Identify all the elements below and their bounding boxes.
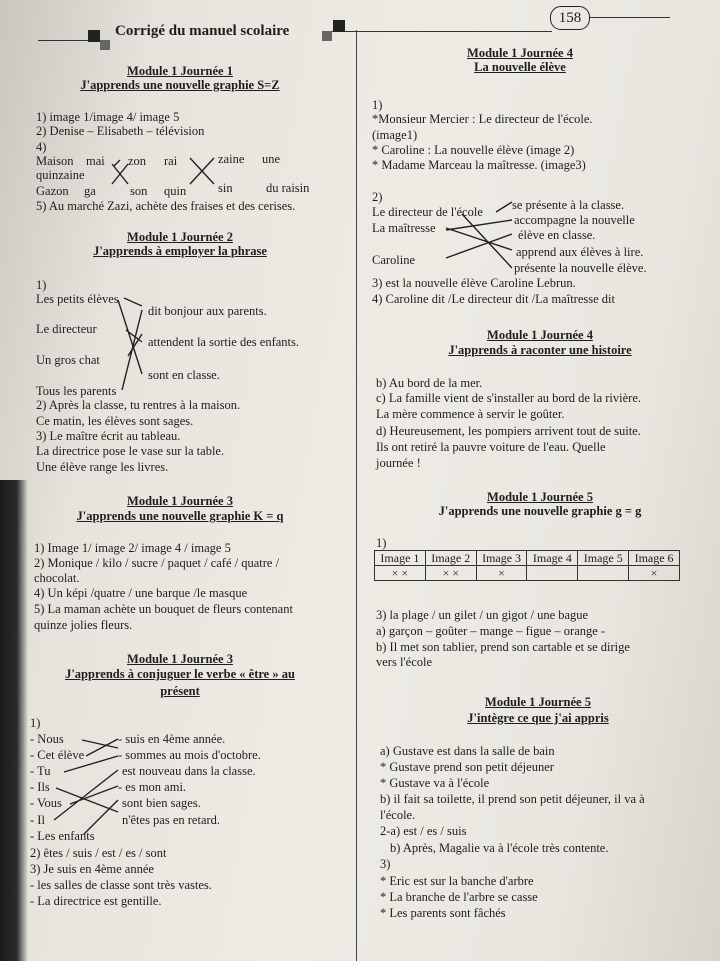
answer-line: 2) bbox=[372, 190, 383, 204]
answer-line: * Gustave prend son petit déjeuner bbox=[380, 760, 554, 774]
table-header-cell: Image 6 bbox=[629, 551, 680, 566]
answer-line: * Les parents sont fâchés bbox=[380, 906, 506, 920]
answer-line: vers l'école bbox=[376, 655, 433, 669]
answer-line: * Caroline : La nouvelle élève (image 2) bbox=[372, 143, 575, 157]
answer-line: 3) Je suis en 4ème année bbox=[30, 862, 154, 876]
match-right: - es mon ami. bbox=[118, 780, 187, 794]
syllable: mai bbox=[86, 154, 105, 168]
syllable: rai bbox=[164, 154, 178, 168]
match-left: Le directeur de l'école bbox=[372, 205, 483, 219]
answer-line: b) Il met son tablier, prend son cartable et se dirige bbox=[376, 640, 630, 654]
answer-line: chocolat. bbox=[34, 571, 80, 585]
table-cell: × × bbox=[375, 566, 426, 581]
answer-line: 2-a) est / es / suis bbox=[380, 824, 467, 838]
answer-line: 3) Le maître écrit au tableau. bbox=[36, 429, 181, 443]
answer-line: b) Après, Magalie va à l'école très contente. bbox=[390, 841, 609, 855]
match-left: Un gros chat bbox=[36, 353, 100, 367]
answer-line: 1) Image 1/ image 2/ image 4 / image 5 bbox=[34, 541, 231, 555]
table-header-cell: Image 2 bbox=[425, 551, 476, 566]
table-header-cell: Image 5 bbox=[578, 551, 629, 566]
answer-line: journée ! bbox=[376, 456, 421, 470]
match-right: attendent la sortie des enfants. bbox=[148, 335, 299, 349]
answer-line: * Eric est sur la banche d'arbre bbox=[380, 874, 534, 888]
section-module: Module 1 Journée 4 bbox=[467, 46, 573, 60]
match-left: - Les enfants bbox=[30, 829, 95, 843]
arrow-line bbox=[114, 160, 120, 166]
answer-line: 1) bbox=[36, 278, 47, 292]
arrow-line bbox=[54, 739, 118, 834]
answer-line: 4) bbox=[36, 140, 47, 154]
answer-line: c) La famille vient de s'installer au bord de la rivière. bbox=[376, 391, 641, 405]
match-right: dit bonjour aux parents. bbox=[148, 304, 267, 318]
section-title: J'apprends une nouvelle graphie K = q bbox=[76, 509, 284, 523]
cross-mark bbox=[190, 158, 214, 184]
arrow-line bbox=[446, 202, 512, 268]
match-right: est nouveau dans la classe. bbox=[122, 764, 256, 778]
answer-line: 4) Caroline dit /Le directeur dit /La maîtresse dit bbox=[372, 292, 615, 306]
section-title: J'intègre ce que j'ai appris bbox=[467, 711, 609, 725]
answer-line: - La directrice est gentille. bbox=[30, 894, 162, 908]
match-left: - Cet élève bbox=[30, 748, 85, 762]
match-right: apprend aux élèves à lire. bbox=[516, 245, 644, 259]
match-left: - Il bbox=[30, 813, 45, 827]
match-left: Le directeur bbox=[36, 322, 97, 336]
syllable: zon bbox=[128, 154, 147, 168]
page-number: 158 bbox=[550, 6, 590, 30]
answer-line: *Monsieur Mercier : Le directeur de l'école. bbox=[372, 112, 593, 126]
answer-line: b) il fait sa toilette, il prend son petit déjeuner, il va à bbox=[380, 792, 645, 806]
section-title: La nouvelle élève bbox=[474, 60, 566, 74]
match-left: Les petits élèves bbox=[36, 292, 119, 306]
syllable: ga bbox=[84, 184, 96, 198]
match-right: présente la nouvelle élève. bbox=[514, 261, 647, 275]
answer-line: 2) Après la classe, tu rentres à la maison. bbox=[36, 398, 241, 412]
answer-line: - les salles de classe sont très vastes. bbox=[30, 878, 212, 892]
answer-line: quinze jolies fleurs. bbox=[34, 618, 133, 632]
table-cell: × × bbox=[425, 566, 476, 581]
answer-line: 3) la plage / un gilet / un gigot / une bague bbox=[376, 608, 589, 622]
match-left: - Tu bbox=[30, 764, 51, 778]
section-title: J'apprends à conjuguer le verbe « être » au bbox=[65, 667, 295, 681]
match-left: Tous les parents bbox=[36, 384, 117, 398]
answer-line: 5) Au marché Zazi, achète des fraises et des cerises. bbox=[36, 199, 296, 213]
table-cell: × bbox=[629, 566, 680, 581]
match-left: - Vous bbox=[30, 796, 62, 810]
section-module: Module 1 Journée 1 bbox=[127, 64, 233, 78]
section-module: Module 1 Journée 5 bbox=[485, 695, 591, 709]
syllable: du raisin bbox=[266, 181, 310, 195]
syllable: quinzaine bbox=[36, 168, 85, 182]
answer-line: 1) image 1/image 4/ image 5 bbox=[36, 110, 180, 124]
answer-line: a) garçon – goûter – mange – figue – orange - bbox=[376, 624, 606, 638]
match-right: sont en classe. bbox=[148, 368, 220, 382]
match-left: Caroline bbox=[372, 253, 416, 267]
section-title: présent bbox=[160, 684, 200, 698]
match-right: sont bien sages. bbox=[122, 796, 201, 810]
answer-line: 3) bbox=[380, 857, 391, 871]
answer-line: 2) Denise – Elisabeth – télévision bbox=[36, 124, 205, 138]
answer-line: Ils ont retiré la pauvre voiture de l'eau. Quelle bbox=[376, 440, 606, 454]
answer-line: 2) Monique / kilo / sucre / paquet / café / quatre / bbox=[34, 556, 280, 570]
answer-line: a) Gustave est dans la salle de bain bbox=[380, 744, 555, 758]
match-right: accompagne la nouvelle bbox=[514, 213, 635, 227]
header-title: Corrigé du manuel scolaire bbox=[115, 23, 290, 39]
match-left: La maîtresse bbox=[372, 221, 436, 235]
answer-line: Ce matin, les élèves sont sages. bbox=[36, 414, 194, 428]
section-title: J'apprends à raconter une histoire bbox=[448, 343, 632, 357]
answer-line: 5) La maman achète un bouquet de fleurs contenant bbox=[34, 602, 293, 616]
answer-line: Une élève range les livres. bbox=[36, 460, 169, 474]
table-header-cell: Image 1 bbox=[375, 551, 426, 566]
section-title: J'apprends une nouvelle graphie S=Z bbox=[80, 78, 280, 92]
answer-line: d) Heureusement, les pompiers arrivent tout de suite. bbox=[376, 424, 641, 438]
answer-line: l'école. bbox=[380, 808, 416, 822]
table-header-cell: Image 4 bbox=[527, 551, 578, 566]
answer-line: 1) bbox=[376, 536, 387, 550]
syllable: sin bbox=[218, 181, 233, 195]
answer-line: 1) bbox=[30, 716, 41, 730]
table-cell: × bbox=[476, 566, 527, 581]
syllable: quin bbox=[164, 184, 187, 198]
syllable: Maison bbox=[36, 154, 74, 168]
answer-line: 2) êtes / suis / est / es / sont bbox=[30, 846, 167, 860]
answer-line: La mère commence à servir le goûter. bbox=[376, 407, 565, 421]
syllable: Gazon bbox=[36, 184, 69, 198]
syllable: zaine bbox=[218, 152, 245, 166]
answer-line: * La branche de l'arbre se casse bbox=[380, 890, 538, 904]
answer-line: (image1) bbox=[372, 128, 418, 142]
match-right: - suis en 4ème année. bbox=[118, 732, 226, 746]
arrow-line bbox=[118, 298, 142, 390]
match-right: - sommes au mois d'octobre. bbox=[118, 748, 261, 762]
answer-line: * Gustave va à l'école bbox=[380, 776, 490, 790]
answer-line: 1) bbox=[372, 98, 383, 112]
answer-line: * Madame Marceau la maîtresse. (image3) bbox=[372, 158, 586, 172]
syllable: une bbox=[262, 152, 281, 166]
match-left: - Nous bbox=[30, 732, 64, 746]
section-module: Module 1 Journée 3 bbox=[127, 652, 233, 666]
syllable: son bbox=[130, 184, 148, 198]
section-module: Module 1 Journée 5 bbox=[487, 490, 593, 504]
cross-mark bbox=[112, 164, 128, 184]
section-module: Module 1 Journée 3 bbox=[127, 494, 233, 508]
answer-line: b) Au bord de la mer. bbox=[376, 376, 483, 390]
table-header-cell: Image 3 bbox=[476, 551, 527, 566]
answer-line: La directrice pose le vase sur la table. bbox=[36, 444, 225, 458]
match-right: élève en classe. bbox=[518, 228, 596, 242]
match-right: se présente à la classe. bbox=[512, 198, 625, 212]
answer-line: 3) est la nouvelle élève Caroline Lebrun. bbox=[372, 276, 576, 290]
match-left: - Ils bbox=[30, 780, 50, 794]
section-title: J'apprends une nouvelle graphie g = g bbox=[438, 504, 642, 518]
match-right: n'êtes pas en retard. bbox=[122, 813, 221, 827]
section-title: J'apprends à employer la phrase bbox=[93, 244, 267, 258]
section-module: Module 1 Journée 4 bbox=[487, 328, 593, 342]
answer-line: 4) Un képi /quatre / une barque /le masque bbox=[34, 586, 248, 600]
section-module: Module 1 Journée 2 bbox=[127, 230, 233, 244]
